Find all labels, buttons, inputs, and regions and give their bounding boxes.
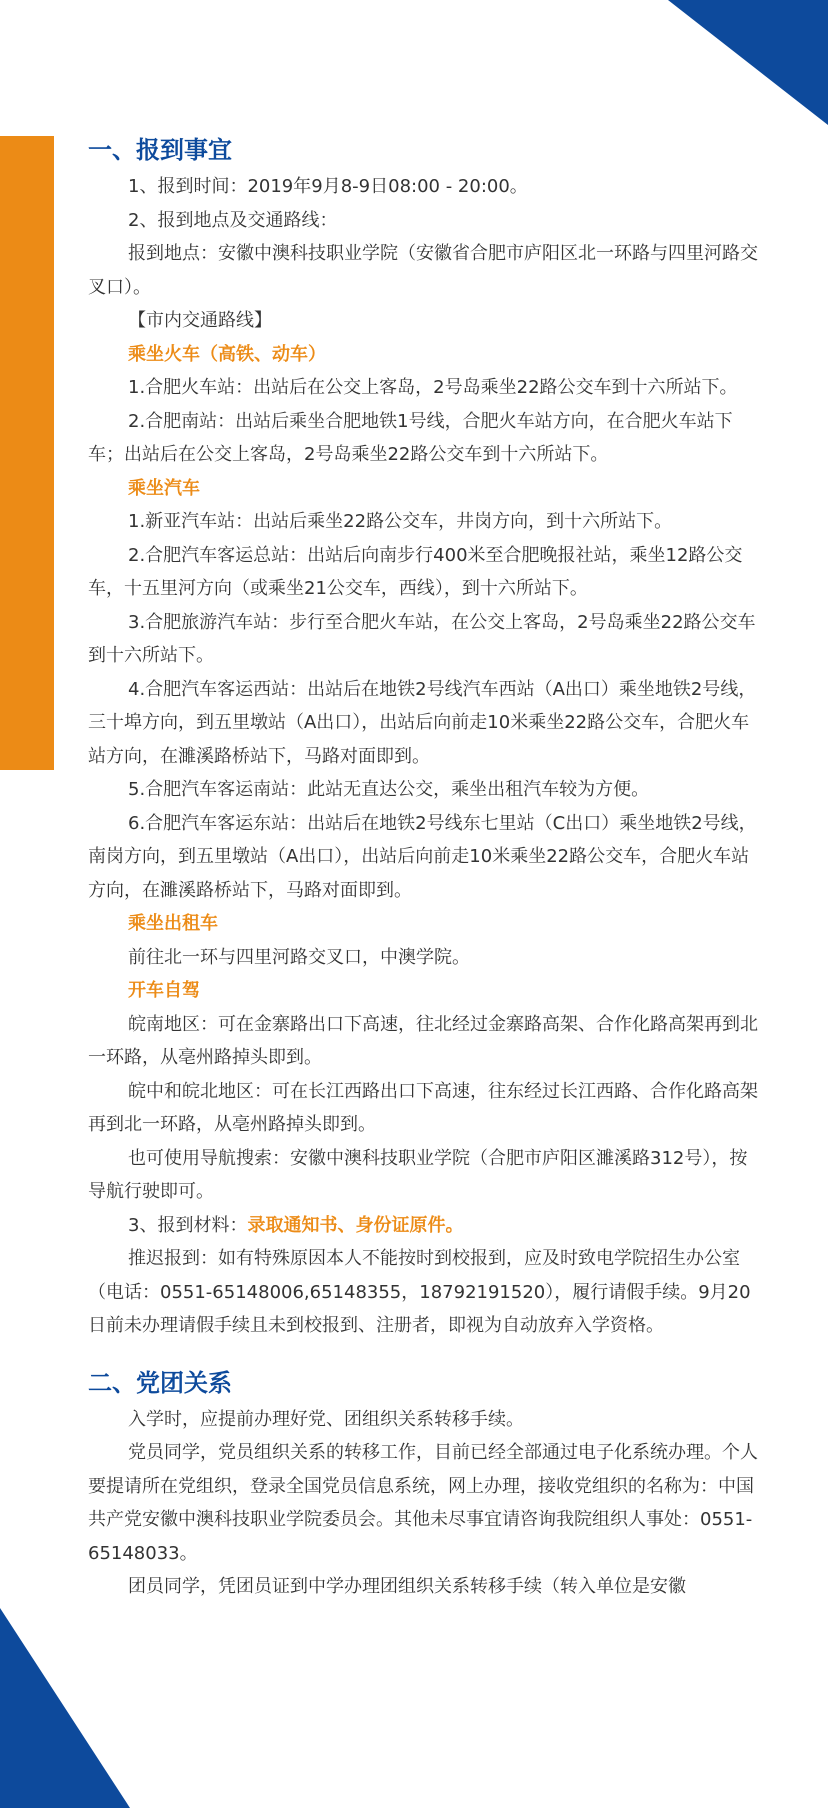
- party-intro: 入学时，应提前办理好党、团组织关系转移手续。: [128, 1408, 524, 1430]
- city-transport-heading: 【市内交通路线】: [128, 310, 272, 331]
- corner-decoration-bottom-left: [0, 1608, 130, 1808]
- bus-route-1: 1.新亚汽车站：出站后乘坐22路公交车，井岗方向，到十六所站下。: [128, 511, 673, 532]
- drive-navigation: 也可使用导航搜索：安徽中澳科技职业学院（合肥市庐阳区濉溪路312号），按导航行驶即可。: [88, 1147, 748, 1202]
- bus-route-2: 2.合肥汽车客运总站：出站后向南步行400米至合肥晚报社站，乘坐12路公交车，十五里河方向（或乘坐21公交车，西线），到十六所站下。: [88, 544, 743, 599]
- orange-side-bar: [0, 136, 54, 770]
- party-member-transfer: 党员同学，党员组织关系的转移工作，目前已经全部通过电子化系统办理。个人要提请所在党组织，登录全国党员信息系统，网上办理，接收党组织的名称为：中国共产党安徽中澳科技职业学院委员会。其他未尽事宜请咨询我院组织人事处：0551-65148033。: [88, 1442, 758, 1564]
- bus-route-6: 6.合肥汽车客运东站：出站后在地铁2号线东七里站（C出口）乘坐地铁2号线，南岗方向，到五里墩站（A出口），出站后向前走10米乘坐22路公交车，合肥火车站方向，在濉溪路桥站下，马路对面即到。: [88, 812, 757, 901]
- materials-highlight: 录取通知书、身份证原件。: [247, 1214, 464, 1236]
- bus-route-4: 4.合肥汽车客运西站：出站后在地铁2号线汽车西站（A出口）乘坐地铁2号线，三十埠方向，到五里墩站（A出口），出站后向前走10米乘坐22路公交车，合肥火车站方向，在濉溪路桥站下，马路对面即到。: [88, 678, 757, 767]
- drive-route-south: 皖南地区：可在金寨路出口下高速，往北经过金寨路高架、合作化路高架再到北一环路，从亳州路掉头即到。: [88, 1013, 758, 1068]
- report-location: 报到地点：安徽中澳科技职业学院（安徽省合肥市庐阳区北一环路与四里河路交叉口）。: [88, 243, 758, 298]
- bus-subtitle: 乘坐汽车: [128, 477, 200, 499]
- materials-label: 3、报到材料：: [128, 1214, 248, 1236]
- train-route-1: 1.合肥火车站：出站后在公交上客岛，2号岛乘坐22路公交车到十六所站下。: [128, 377, 738, 398]
- section-gap: [88, 1343, 760, 1363]
- train-route-2: 2.合肥南站：出站后乘坐合肥地铁1号线，合肥火车站方向，在合肥火车站下车；出站后在公交上客岛，2号岛乘坐22路公交车到十六所站下。: [88, 410, 733, 465]
- report-materials: [88, 1209, 760, 1243]
- drive-route-central-north: 皖中和皖北地区：可在长江西路出口下高速，往东经过长江西路、合作化路高架再到北一环路，从亳州路掉头即到。: [88, 1080, 758, 1135]
- league-member-transfer: 团员同学，凭团员证到中学办理团组织关系转移手续（转入单位是安徽: [128, 1576, 686, 1597]
- report-time: 1、报到时间：2019年9月8-9日08:00 - 20:00。: [128, 176, 528, 197]
- drive-subtitle: 开车自驾: [128, 980, 200, 1001]
- section2-title: 二、党团关系: [88, 1368, 232, 1397]
- taxi-subtitle: 乘坐出租车: [128, 913, 218, 934]
- bus-route-5: 5.合肥汽车客运南站：此站无直达公交，乘坐出租汽车较为方便。: [128, 779, 650, 800]
- document-content: [88, 130, 760, 1604]
- delayed-registration: 推迟报到：如有特殊原因本人不能按时到校报到，应及时致电学院招生办公室（电话：0551-65148006,65148355，18792191520），履行请假手续。9月20日前未办理请假手续且未到校报到、注册者，即视为自动放弃入学资格。: [88, 1248, 751, 1336]
- train-subtitle: 乘坐火车（高铁、动车）: [128, 343, 326, 365]
- bus-route-3: 3.合肥旅游汽车站：步行至合肥火车站，在公交上客岛，2号岛乘坐22路公交车到十六所站下。: [88, 611, 756, 666]
- report-location-heading: 2、报到地点及交通路线：: [128, 209, 338, 231]
- corner-decoration-top-right: [668, 0, 828, 125]
- taxi-route: 前往北一环与四里河路交叉口，中澳学院。: [128, 946, 470, 968]
- section1-title: 一、报到事宜: [88, 136, 232, 164]
